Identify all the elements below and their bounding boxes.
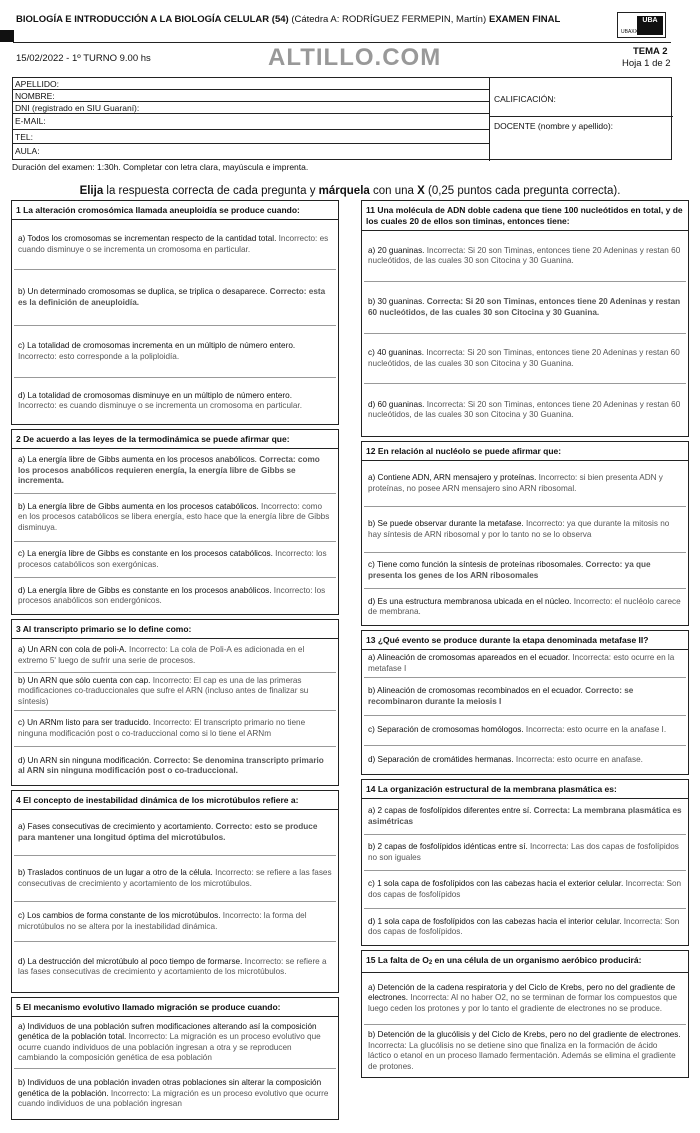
answer-feedback: Incorrecto: la forma del microtúbulos no se altera por la inestabilidad dinámica. <box>18 911 307 931</box>
answer-option[interactable] <box>364 282 686 334</box>
answer-text <box>18 586 332 607</box>
question-title-post: en una célula de un organismo aeróbico producirá: <box>432 955 642 965</box>
answer-option[interactable] <box>364 1025 686 1077</box>
answer-feedback: Incorrecta: Son dos capas de fosfolípidos <box>368 879 682 899</box>
answer-text <box>18 502 332 534</box>
answer-text <box>18 676 332 708</box>
answer-text <box>368 725 666 736</box>
answer-text <box>368 400 682 421</box>
question-title: 11 Una molécula de ADN doble cadena que tiene 100 nucleótidos en total, y de los cuales 20 de ellos son timinas, entonces tiene: <box>362 201 688 231</box>
answer-feedback: Incorrecto: es cuando disminuye o se incrementa un cromosoma en particular. <box>18 401 302 410</box>
question-title: 13 ¿Qué evento se produce durante la etapa denominada metafase II? <box>362 631 688 650</box>
answer-feedback: Incorrecta: Las dos capas de fosfolípidos no son iguales <box>368 842 679 862</box>
answer-text <box>18 1022 332 1064</box>
answer-option[interactable] <box>364 973 686 1025</box>
answer-statement: b) Se puede observar durante la metafase. <box>368 519 526 528</box>
answer-option[interactable] <box>364 909 686 945</box>
answer-statement: d) 60 guaninas. <box>368 399 427 409</box>
exam-date: 15/02/2022 - 1º TURNO 9.00 hs <box>16 53 151 64</box>
email-field[interactable]: E-MAIL: <box>13 116 489 130</box>
answer-text <box>18 911 332 932</box>
answer-option[interactable] <box>14 711 336 747</box>
exam-duration: Duración del examen: 1:30h. Completar con letra clara, mayúscula e imprenta. <box>12 162 309 172</box>
margin-mark <box>0 30 14 42</box>
answer-text <box>18 645 332 666</box>
answer-correct-feedback: Correcto: ya que presenta los genes de los ARN ribosomales <box>368 560 651 580</box>
answer-option[interactable] <box>364 384 686 436</box>
logo-mark: UBA <box>637 16 663 35</box>
answer-feedback: Incorrecto: La cola de Poli-A es adicionada en el extremo 5' luego de sufrir una serie de procesos. <box>18 645 305 665</box>
answer-statement: d) La totalidad de cromosomas disminuye en un múltiplo de número entero. <box>18 390 292 400</box>
answer-feedback: Incorrecto: es cuando disminuye o se incrementa un cromosoma en particular. <box>18 234 329 254</box>
answer-text <box>368 806 682 827</box>
answer-option[interactable] <box>14 494 336 542</box>
answer-feedback: Incorrecto: se refiere a las fases consecutivas de crecimiento y acortamiento de los microtúbulos. <box>18 956 327 976</box>
answer-statement: a) 20 guaninas. <box>368 245 427 255</box>
chair-name: (Cátedra A: RODRÍGUEZ FERMEPIN, Martín) <box>291 14 487 25</box>
answer-text <box>18 391 332 412</box>
answer-correct-feedback: Correcta: como los procesos anabólicos requieren energía, la energía libre de Gibbs se incrementa. <box>18 455 320 486</box>
answer-statement: c) Un ARNm listo para ser traducido. <box>18 718 154 727</box>
question-title: 1 La alteración cromosómica llamada aneuploidía se produce cuando: <box>12 201 338 220</box>
answer-text <box>18 287 332 308</box>
answer-option[interactable] <box>14 326 336 378</box>
answer-statement: b) 30 guaninas. <box>368 297 427 306</box>
answer-feedback: Incorrecto: esto corresponde a la poliploidía. <box>18 351 180 361</box>
answer-statement: b) Alineación de cromosomas recombinados en el ecuador. <box>368 686 586 695</box>
instr-marquela: márquela <box>318 185 370 197</box>
question-block <box>361 441 689 626</box>
answer-statement: a) Contiene ADN, ARN mensajero y proteínas. <box>368 473 539 482</box>
answer-statement: d) Un ARN sin ninguna modificación. <box>18 755 154 765</box>
answer-correct-feedback: Correcto: esto se produce para mantener una longitud óptima del microtúbulos. <box>18 822 318 842</box>
answer-feedback: Incorrecto: los procesos anabólicos son endergónicos. <box>18 585 326 605</box>
question-block <box>11 790 339 993</box>
question-block <box>11 429 339 615</box>
question-title <box>362 951 688 973</box>
apellido-field[interactable]: APELLIDO: <box>13 78 489 90</box>
answer-statement: d) La destrucción del microtúbulo al poco tiempo de formarse. <box>18 956 245 966</box>
answer-statement: a) Individuos de una población sufren modificaciones alterando así la composición genética de la población total. <box>18 1021 317 1041</box>
form-divider <box>489 78 490 161</box>
answer-feedback: Incorrecto: el nucléolo carece de membrana. <box>368 596 681 616</box>
answer-feedback: Incorrecta: La glucólisis no se detiene sino que finaliza en la formación de ácido láctico o etanol en un proceso llamado fermentación. Además se elimina el gradiente de protones. <box>368 1040 676 1071</box>
answer-option[interactable] <box>364 507 686 553</box>
answer-text <box>368 1030 682 1072</box>
answer-feedback: Incorrecta: esto ocurre en la anafase I. <box>525 725 667 735</box>
answer-statement: a) Un ARN con cola de poli-A. <box>18 645 130 654</box>
answer-text <box>368 842 682 863</box>
answer-statement: c) Tiene como función la síntesis de proteínas ribosomales. <box>368 560 586 569</box>
answer-statement: b) Detención de la glucólisis y del Ciclo de Krebs, pero no del gradiente de electrones. <box>368 1030 681 1039</box>
answer-option[interactable] <box>14 270 336 326</box>
answer-statement: b) 2 capas de fosfolípidos idénticas entre sí. <box>368 842 531 851</box>
answer-text <box>18 341 332 362</box>
answer-option[interactable] <box>364 231 686 282</box>
answer-feedback: Incorrecta: Si 20 son Timinas, entonces tiene 20 Adeninas y restan 60 nucleótidos, de las cuales 30 son Citocina y 30 Guanina. <box>368 399 681 419</box>
answer-option[interactable] <box>14 378 336 424</box>
answer-feedback: Incorrecta: Si 20 son Timinas, entonces tiene 20 Adeninas y restan 60 nucleótidos, de las cuales 30 son Citocina y 30 Guanina. <box>368 348 680 368</box>
question-block <box>361 950 689 1078</box>
answer-option[interactable] <box>364 678 686 716</box>
answer-text <box>368 653 682 674</box>
answer-option[interactable] <box>364 553 686 589</box>
answer-option[interactable] <box>14 449 336 494</box>
answer-statement: b) Traslados continuos de un lugar a otro de la célula. <box>18 868 216 877</box>
uba-logo <box>617 12 666 38</box>
instr-x: X <box>417 185 425 197</box>
answer-text <box>18 549 332 570</box>
question-title: 2 De acuerdo a las leyes de la termodinámica se puede afirmar que: <box>12 430 338 449</box>
header-divider <box>13 42 671 43</box>
answer-option[interactable] <box>14 902 336 942</box>
answer-statement: c) Separación de cromosomas homólogos. <box>368 725 526 735</box>
answer-text <box>368 597 682 618</box>
answer-feedback: Incorrecto: El transcripto primario no tiene ninguna modificación post o co-traduccional como si lo tiene el ARNm <box>18 718 306 738</box>
answer-option[interactable] <box>364 835 686 871</box>
question-block <box>361 200 689 437</box>
answer-statement: c) 1 sola capa de fosfolípidos con las cabezas hacia el exterior celular. <box>368 879 626 888</box>
answer-text <box>368 297 682 318</box>
answer-feedback: Incorrecta: esto ocurre en la metafase I <box>368 653 675 673</box>
question-title: 3 Al transcripto primario se lo define como: <box>12 620 338 639</box>
answer-statement: c) Los cambios de forma constante de los microtúbulos. <box>18 911 223 920</box>
answer-statement: a) Alineación de cromosomas apareados en el ecuador. <box>368 653 573 662</box>
answer-correct-feedback: Correcto: esta es la definición de aneuploidía. <box>18 287 326 307</box>
course-name: BIOLOGÍA E INTRODUCCIÓN A LA BIOLOGÍA CELULAR (54) <box>16 14 289 25</box>
answer-statement: b) Un determinado cromosomas se duplica, se triplica o desaparece. <box>18 287 270 296</box>
answer-feedback: Incorrecta: Al no haber O2, no se terminan de formar los compuestos que luego ceden los protones y por lo tanto el gradiente de electrones no se produce. <box>368 993 678 1013</box>
answer-statement: a) Detención de la cadena respiratoria y del Ciclo de Krebs, pero no del gradiente de electrones. <box>368 982 676 1003</box>
answer-option[interactable] <box>364 746 686 774</box>
answer-statement: d) Separación de cromátides hermanas. <box>368 754 516 764</box>
question-title: 14 La organización estructural de la membrana plasmática es: <box>362 780 688 799</box>
exam-type: EXAMEN FINAL <box>489 14 561 25</box>
calificacion-field[interactable]: CALIFICACIÓN: <box>494 94 556 104</box>
answer-statement: c) La energía libre de Gibbs es constante en los procesos catabólicos. <box>18 549 276 558</box>
docente-field[interactable]: DOCENTE (nombre y apellido): <box>494 121 614 131</box>
instructions <box>0 185 700 197</box>
question-title: 12 En relación al nucléolo se puede afirmar que: <box>362 442 688 461</box>
tema-label: TEMA 2 <box>633 46 668 57</box>
answer-statement: a) Fases consecutivas de crecimiento y acortamiento. <box>18 822 216 831</box>
question-block <box>11 200 339 425</box>
answer-option[interactable] <box>14 810 336 856</box>
answer-option[interactable] <box>364 871 686 909</box>
answer-feedback: Incorrecto: como en los procesos catabólicos se libera energía, esto hace que la energía libre de Gibbs disminuya. <box>18 501 330 532</box>
answer-feedback: Incorrecta: Son dos capas de fosfolípidos. <box>368 916 680 936</box>
question-title: 4 El concepto de inestabilidad dinámica de los microtúbulos refiere a: <box>12 791 338 810</box>
answer-option[interactable] <box>364 589 686 625</box>
answer-option[interactable] <box>14 856 336 902</box>
answer-statement: b) Individuos de una población invaden otras poblaciones sin alterar la composición genética de la población. <box>18 1078 322 1098</box>
answer-text <box>18 234 332 255</box>
answer-text <box>18 957 332 978</box>
answer-statement: a) La energía libre de Gibbs aumenta en los procesos anabólicos. <box>18 455 260 465</box>
question-block <box>11 619 339 786</box>
answer-statement: b) Un ARN que sólo cuenta con cap. <box>18 675 153 685</box>
instr-text3: (0,25 puntos cada pregunta correcta). <box>424 185 621 197</box>
question-title-sub: 2 <box>428 960 433 966</box>
dni-field[interactable]: DNI (registrado en SIU Guaraní): <box>13 102 489 114</box>
answer-statement: d) 1 sola capa de fosfolípidos con las cabezas hacia el interior celular. <box>368 916 624 926</box>
answer-text <box>18 718 332 739</box>
answer-text <box>18 868 332 889</box>
question-block <box>361 630 689 775</box>
answer-feedback: Incorrecto: se refiere a las fases consecutivas de crecimiento y acortamiento de los microtúbulos. <box>18 868 332 888</box>
question-block <box>11 997 339 1120</box>
answer-text <box>368 983 682 1015</box>
answer-statement: a) Todos los cromosomas se incrementan respecto de la cantidad total. <box>18 234 279 243</box>
answer-feedback: Incorrecto: si bien presenta ADN y proteínas, no posee ARN mensajero sino ARN ribosomal. <box>368 473 663 493</box>
answer-feedback: Incorrecto: El cap es una de las primeras modificaciones co-traduccionales que sufre el ARN (incluso antes de finalizar su síntesis) <box>18 675 309 706</box>
answer-correct-feedback: Correcta: La membrana plasmática es asimétricas <box>368 806 682 826</box>
answer-statement: b) La energía libre de Gibbs aumenta en los procesos catabólicos. <box>18 501 262 511</box>
answer-feedback: Incorrecto: ya que durante la mitosis no hay síntesis de ARN ribosomal y por lo tanto no se lo observa <box>368 519 670 539</box>
answer-text <box>18 1078 332 1110</box>
nombre-field[interactable]: NOMBRE: <box>13 90 489 102</box>
watermark: ALTILLO.COM <box>268 44 442 71</box>
course-title <box>16 14 486 25</box>
logo-sub: UBAXXI <box>621 29 640 35</box>
answer-text <box>18 756 332 777</box>
answer-text <box>368 560 682 581</box>
answer-correct-feedback: Correcta: Si 20 son Timinas, entonces tiene 20 Adeninas y restan 60 nucleótidos, de las cuales 30 son Citocina y 30 Guanina. <box>368 297 681 317</box>
question-block <box>361 779 689 946</box>
tel-field[interactable]: TEL: <box>13 130 489 144</box>
answer-option[interactable] <box>364 650 686 678</box>
answer-correct-feedback: Correcto: Se denomina transcripto primario al ARN sin ninguna modificación post o co-traduccional. <box>18 755 324 775</box>
aula-field[interactable]: AULA: <box>15 146 40 156</box>
answer-statement: c) 40 guaninas. <box>368 348 427 357</box>
answer-option[interactable] <box>14 578 336 614</box>
answer-text <box>368 879 682 900</box>
answer-option[interactable] <box>364 799 686 835</box>
form-divider-h <box>489 116 673 117</box>
answer-option[interactable] <box>14 673 336 711</box>
answer-option[interactable] <box>14 1069 336 1119</box>
answer-option[interactable] <box>14 542 336 578</box>
instr-text1: la respuesta correcta de cada pregunta y <box>103 185 319 197</box>
left-question-column <box>11 200 339 1124</box>
answer-text <box>368 246 682 267</box>
question-title: 5 El mecanismo evolutivo llamado migración se produce cuando: <box>12 998 338 1017</box>
answer-text <box>368 473 682 494</box>
answer-text <box>368 686 682 707</box>
answer-text <box>368 519 682 540</box>
answer-option[interactable] <box>14 220 336 270</box>
answer-statement: d) Es una estructura membranosa ubicada en el núcleo. <box>368 596 574 606</box>
answer-feedback: Incorrecto: La migración es un proceso evolutivo que ocurre cuando individuos de una población ingresan <box>18 1088 329 1109</box>
answer-text <box>368 755 643 766</box>
answer-option[interactable] <box>14 639 336 673</box>
answer-option[interactable] <box>14 1017 336 1069</box>
student-form <box>12 77 672 160</box>
answer-option[interactable] <box>14 747 336 785</box>
answer-feedback: Incorrecto: los procesos catabólicos son exergónicas. <box>18 549 327 569</box>
answer-option[interactable] <box>364 716 686 746</box>
answer-text <box>18 822 332 843</box>
answer-option[interactable] <box>364 461 686 507</box>
answer-statement: d) La energía libre de Gibbs es constante en los procesos anabólicos. <box>18 585 274 595</box>
answer-text <box>368 348 682 369</box>
answer-correct-feedback: Correcto: se recombinaron durante la meiosis I <box>368 686 634 706</box>
question-title-pre: 15 La falta de O <box>366 955 429 965</box>
answer-text <box>18 455 332 487</box>
answer-option[interactable] <box>364 334 686 384</box>
instr-elija: Elija <box>79 185 104 197</box>
answer-option[interactable] <box>14 942 336 992</box>
page-indicator: Hoja 1 de 2 <box>622 58 671 69</box>
answer-statement: c) La totalidad de cromosomas incrementa en un múltiplo de número entero. <box>18 341 296 350</box>
answer-text <box>368 917 682 938</box>
answer-feedback: Incorrecta: esto ocurre en anafase. <box>515 754 643 764</box>
answer-feedback: Incorrecta: Si 20 son Timinas, entonces tiene 20 Adeninas y restan 60 nucleótidos, de las cuales 30 son Citocina y 30 Guanina. <box>368 245 681 265</box>
answer-statement: a) 2 capas de fosfolípidos diferentes entre sí. <box>368 806 534 815</box>
answer-feedback: Incorrecto: La migración es un proceso evolutivo que ocurre cuando individuos de una población ingresan a otra y se reproducen cambiando la composición genética de esa población <box>18 1032 321 1062</box>
right-question-column <box>361 200 689 1082</box>
instr-text2: con una <box>369 185 418 197</box>
